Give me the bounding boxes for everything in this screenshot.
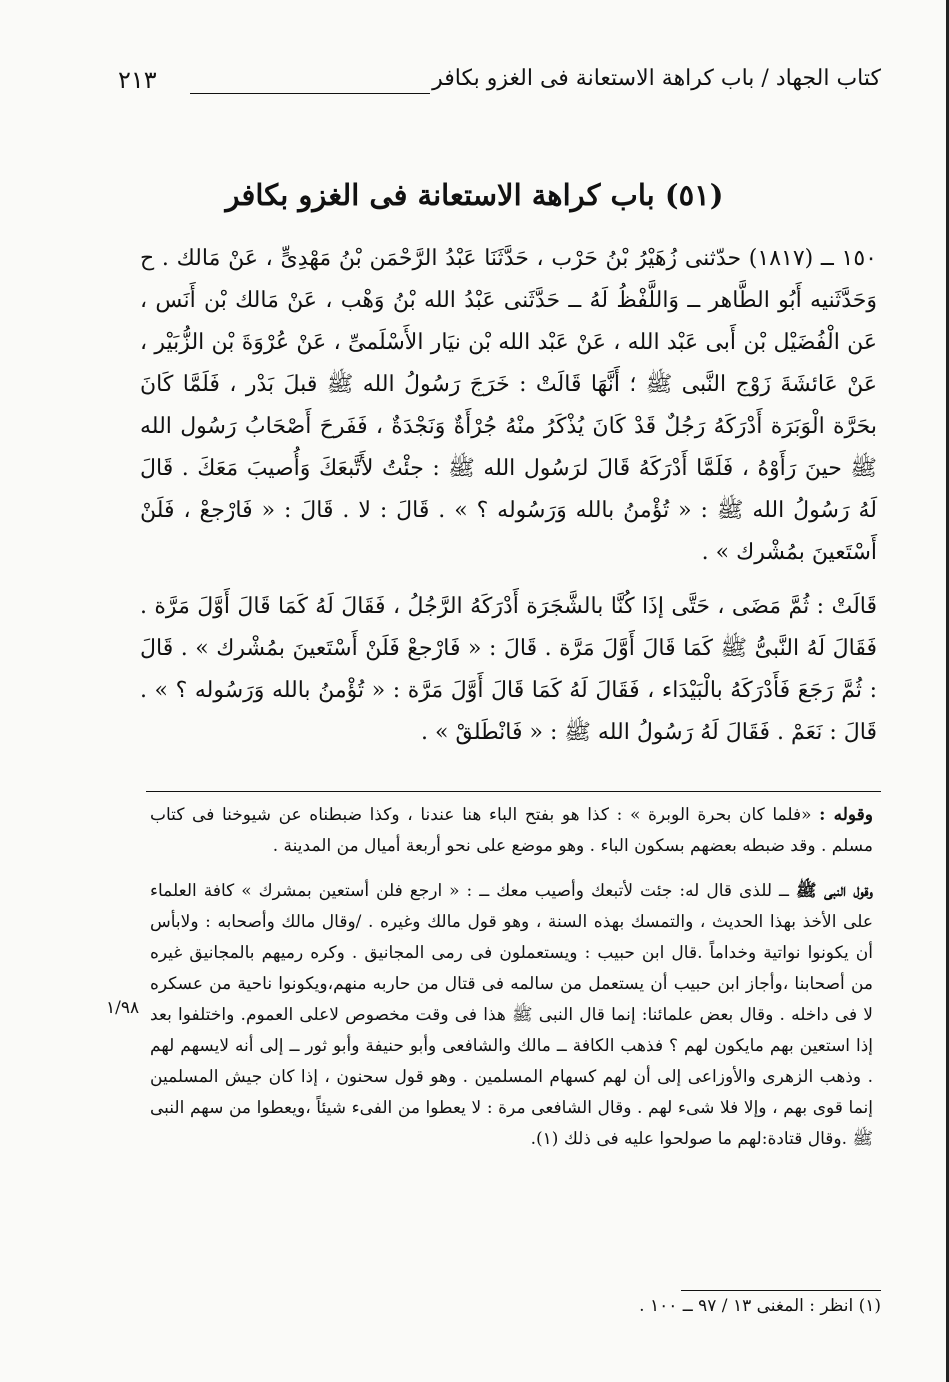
commentary-text-1: «فلما كان بحرة الوبرة » : كذا هو بفتح الباء هنا عندنا ، وكذا ضبطناه عن شيوخنا فى كتاب مسلم . وقد ضبطه بعضهم بسكون الباء . وهو موضع على نحو أربعة أميال من المدينة .	[150, 805, 873, 856]
footnote-divider	[681, 1290, 881, 1291]
hadith-paragraph-1: ١٥٠ ــ (١٨١٧) حدّثنى زُهَيْرُ بْنُ حَرْب ، حَدَّثَنَا عَبْدُ الرَّحْمَن بْنُ مَهْدِىٍّ ، عَنْ مَالك . ح وَحَدَّثَنيه أَبُو الطَّاهر ــ وَاللَّفْظُ لَهُ ــ حَدَّثَنى عَبْدُ الله بْنُ وَهْب ، عَنْ مَالك بْن أَنَس ، عَن الْفُضَيْل بْن أَبى عَبْد الله ، عَنْ عَبْد الله بْن نيَار الأَسْلَمىِّ ، عَنْ عُرْوَةَ بْن الزُّبَيْر ، عَنْ عَائشَةَ زَوْج النَّبى ﷺ ؛ أَنَّهَا قَالَتْ : خَرَجَ رَسُولُ الله ﷺ قبلَ بَدْر ، فَلَمَّا كَانَ بحَرَّة الْوَبَرَة أَدْرَكَهُ رَجُلٌ قَدْ كَانَ يُذْكَرُ منْهُ جُرْأَةٌ وَنَجْدَةٌ ، فَفَرحَ أَصْحَابُ رَسُول الله ﷺ حينَ رَأَوْهُ ، فَلَمَّا أَدْرَكَهُ قَالَ لرَسُول الله ﷺ : جئْتُ لأَتَّبعَكَ وَأُصيبَ مَعَكَ . قَالَ لَهُ رَسُولُ الله ﷺ : « تُؤْمنُ بالله وَرَسُوله ؟ » . قَالَ : لا . قَالَ : « فَارْجعْ ، فَلَنْ أَسْتَعينَ بمُشْرك » .	[140, 246, 877, 565]
chapter-heading: (٥١) باب كراهة الاستعانة فى الغزو بكافر	[225, 178, 724, 212]
commentary-divider	[146, 791, 881, 792]
commentary-paragraph-1	[150, 800, 873, 862]
header-rule	[190, 93, 430, 94]
hadith-paragraph-2: قَالَتْ : ثُمَّ مَضَى ، حَتَّى إذَا كُنَّا بالشَّجَرَة أَدْرَكَهُ الرَّجُلُ ، فَقَالَ لَهُ كَمَا قَالَ أَوَّلَ مَرَّة . فَقَالَ لَهُ النَّبىُّ ﷺ كَمَا قَالَ أَوَّلَ مَرَّة . قَالَ : « فَارْجعْ فَلَنْ أَسْتَعينَ بمُشْرك » . قَالَ : ثُمَّ رَجَعَ فَأَدْرَكَهُ بالْبَيْدَاء ، فَقَالَ لَهُ كَمَا قَالَ أَوَّلَ مَرَّة : « تُؤْمنُ بالله وَرَسُوله ؟ » . قَالَ : نَعَمْ . فَقَالَ لَهُ رَسُولُ الله ﷺ : « فَانْطَلقْ » .	[140, 594, 877, 745]
commentary-text-2: ــ للذى قال له: جئت لأتبعك وأصيب معك ــ : « ارجع فلن أستعين بمشرك » كافة العلماء على الأخذ بهذا الحديث ، والتمسك بهذه السنة ، وهو قول مالك وغيره . /وقال مالك وأصحابه : ولابأس أن يكونوا نواتية وخداماً .قال ابن حبيب : ويستعملون فى رمى المجانيق . وكره رميهم بالمجانيق غيره من أصحابنا ،وأجاز ابن حبيب أن يستعمل من سالمه فى قتال من حاربه منهم،ويكونوا ناحية من عسكره لا فى داخله . وقال بعض علمائنا: إنما قال النبى ﷺ هذا فى وقت مخصوص لاعلى العموم. واختلفوا بعد إذا استعين بهم مايكون لهم ؟ فذهب الكافة ــ مالك والشافعى وأبو حنيفة وأبو ثور ــ إلى أنه لايسهم لهم . وذهب الزهرى والأوزاعى إلى أن لهم كسهام المسلمين . وهو قول سحنون ، إذا كان جيش المسلمين إنما قوى بهم ، وإلا فلا شىء لهم . وقال الشافعى مرة : لا يعطوا من الفىء شيئاً ،ويعطوا من سهم النبى ﷺ .وقال قتادة:لهم ما صولحوا عليه فى ذلك (١).	[150, 881, 873, 1149]
header-title: كتاب الجهاد / باب كراهة الاستعانة فى الغزو بكافر	[432, 66, 881, 91]
margin-reference: ١/٩٨	[106, 998, 140, 1018]
commentary-section	[150, 800, 873, 1155]
running-header	[118, 66, 881, 110]
footnote: (١) انظر : المغنى ١٣ / ٩٧ ــ ١٠٠ .	[639, 1296, 881, 1316]
commentary-lead-1: وقوله :	[819, 805, 874, 825]
commentary-paragraph-2	[150, 876, 873, 1155]
commentary-lead-2: وقول النبى ﷺ	[795, 881, 873, 901]
hadith-text	[140, 238, 877, 754]
page-number: ٢١٣	[118, 66, 157, 94]
